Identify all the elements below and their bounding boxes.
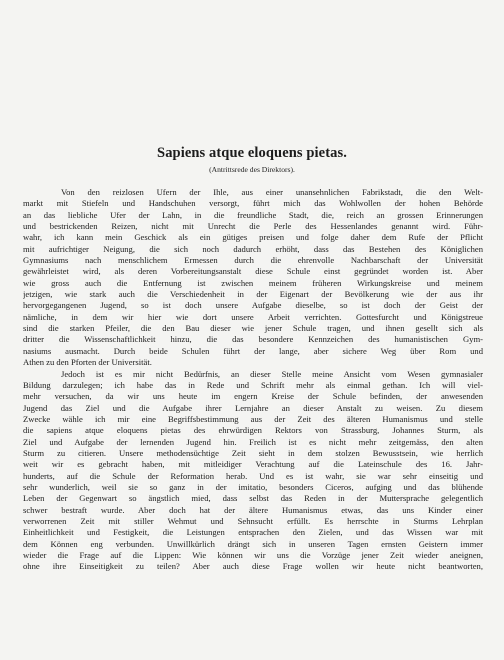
text-line: dem Können eng verbunden. Unwillkürlich drängt sich in unseren Tagen ernsten Geistern immer xyxy=(23,538,483,549)
text-line: Jedoch ist es mir nicht Bedürfnis, an dieser Stelle meine Ansicht vom Wesen gymnasialer xyxy=(61,368,483,379)
text-line: verworrenen Zeit mit stiller Wehmut und Sehnsucht erfüllt. Es herrschte in Sturms Lehrplan xyxy=(23,515,483,526)
text-line: nasiums ausmacht. Durch beide Schulen führt der lange, aber sichere Weg über Rom und xyxy=(23,345,483,356)
text-line: Zwecke wähle ich mir eine Begriffsbestimmung aus der Zeit des älteren Humanismus und stelle xyxy=(23,413,483,424)
text-line: wieder die Frage auf die Lippen: Wie können wir uns die Vorzüge jener Zeit wieder aneignen, xyxy=(23,550,483,560)
text-line: an das liebliche Ufer der Lahn, in die freundliche Stadt, die, reich an grossen Erinnerungen xyxy=(23,209,483,220)
text-line: schwer bestraft wurde. Aber doch hat der ältere Humanismus etwas, das uns Kinder einer xyxy=(23,504,483,515)
text-line: wahr, ich kann mein Geschick als ein gütiges preisen und folge daher dem Rufe der Pflicht xyxy=(23,232,483,243)
text-line: Von den reizlosen Ufern der Ihle, aus einer unansehnlichen Fabrikstadt, die den Welt- xyxy=(61,187,483,197)
text-line: hunderts, auf die Schule der Reformation herab. Und es ist wahr, sie war sehr einseitig und xyxy=(23,470,483,481)
text-line: weit wir es gebracht haben, mit mitleidiger Verachtung auf die Lateinschule des 16. Jahr- xyxy=(23,459,483,470)
text-line: wie gross auch die Entfernung ist zwischen meinem früheren Wirkungskreise und meinem xyxy=(23,277,483,288)
text-line: hervorgegangenen Jugend, so ist doch unsere Aufgabe dieselbe, so ist doch der Geist der xyxy=(23,300,483,311)
text-line: Gymnasiums nach menschlichem Ermessen durch die ehrenvolle Nachbarschaft der Universität xyxy=(23,255,483,266)
text-line: ohne ihre Einseitigkeit zu teilen? Aber auch diese Frage wollen wir heute nicht beantworten, xyxy=(23,561,483,572)
text-line: mit aufrichtiger Neigung, die sich noch dadurch erhöht, dass das Bestehen des Königlichen xyxy=(23,243,483,254)
text-line: Athen zu den Pforten der Universität. xyxy=(23,357,152,368)
document-body xyxy=(23,187,483,573)
text-line: Bildung darzulegen; ich habe das in Rede und Schrift mehr als einmal gethan. Ich will viel- xyxy=(23,379,483,390)
text-line: Jugend das Ziel und die Aufgabe ihrer Lernjahre an dieser Anstalt zu weisen. Zu diesem xyxy=(23,402,483,413)
document-subtitle: (Antrittsrede des Direktors). xyxy=(209,165,295,174)
text-line: markt mit Stiefeln und Handschuhen versorgt, führt mich das Wohlwollen der hohen Behörde xyxy=(23,198,483,209)
text-line: sind die starken Pfeiler, die den Bau dieser wie jener Schule tragen, und ihnen gesellt sich als xyxy=(23,323,483,334)
text-line: nämliche, in dem wir hier wie dort unsere Arbeit verrichten. Gottesfurcht und Königstreue xyxy=(23,311,483,322)
document-title: Sapiens atque eloquens pietas. xyxy=(157,145,347,161)
text-line: und bestrickenden Reizen, nicht mit Unrecht die Perle des Hessenlandes genannt wird. Führ- xyxy=(23,221,483,232)
text-line: Sturm zu citieren. Unsere methodensüchtige Zeit sieht in dem stolzen Bewusstsein, wie herrlich xyxy=(23,447,483,458)
text-line: sehr wunderlich, weil sie so ganz in der imitatio, besonders Ciceros, aufging und das blühende xyxy=(23,481,483,492)
text-line: jetzigen, wie stark auch die Verschiedenheit in der Eigenart der Bevölkerung wie der aus ihr xyxy=(23,289,483,300)
text-line: Leben der Gegenwart so ängstlich mied, dass selbst das Reden in der Muttersprache gelegentlich xyxy=(23,493,483,504)
text-line: gewährleistet wird, als deren Vorbereitungsanstalt diese Schule einst gegründet worden ist. Aber xyxy=(23,266,483,277)
text-line: Einheitlichkeit und Festigkeit, die Leistungen entsprachen den Zielen, und das Wissen war mit xyxy=(23,527,483,538)
text-line: die sapiens atque eloquens pietas des ehrwürdigen Rektors von Strassburg, Johannes Sturm, als xyxy=(23,425,483,436)
text-line: mehr versuchen, da wir uns heute im engern Kreise der Schule befinden, der anwesenden xyxy=(23,391,483,402)
text-line: dritter die Wissenschaftlichkeit hinzu, die das besondere Kennzeichen des humanistischen Gym- xyxy=(23,334,483,345)
text-line: Ziel und Aufgabe der lernenden Jugend hin. Freilich ist es nicht mehr zeitgemäss, den alten xyxy=(23,436,483,447)
